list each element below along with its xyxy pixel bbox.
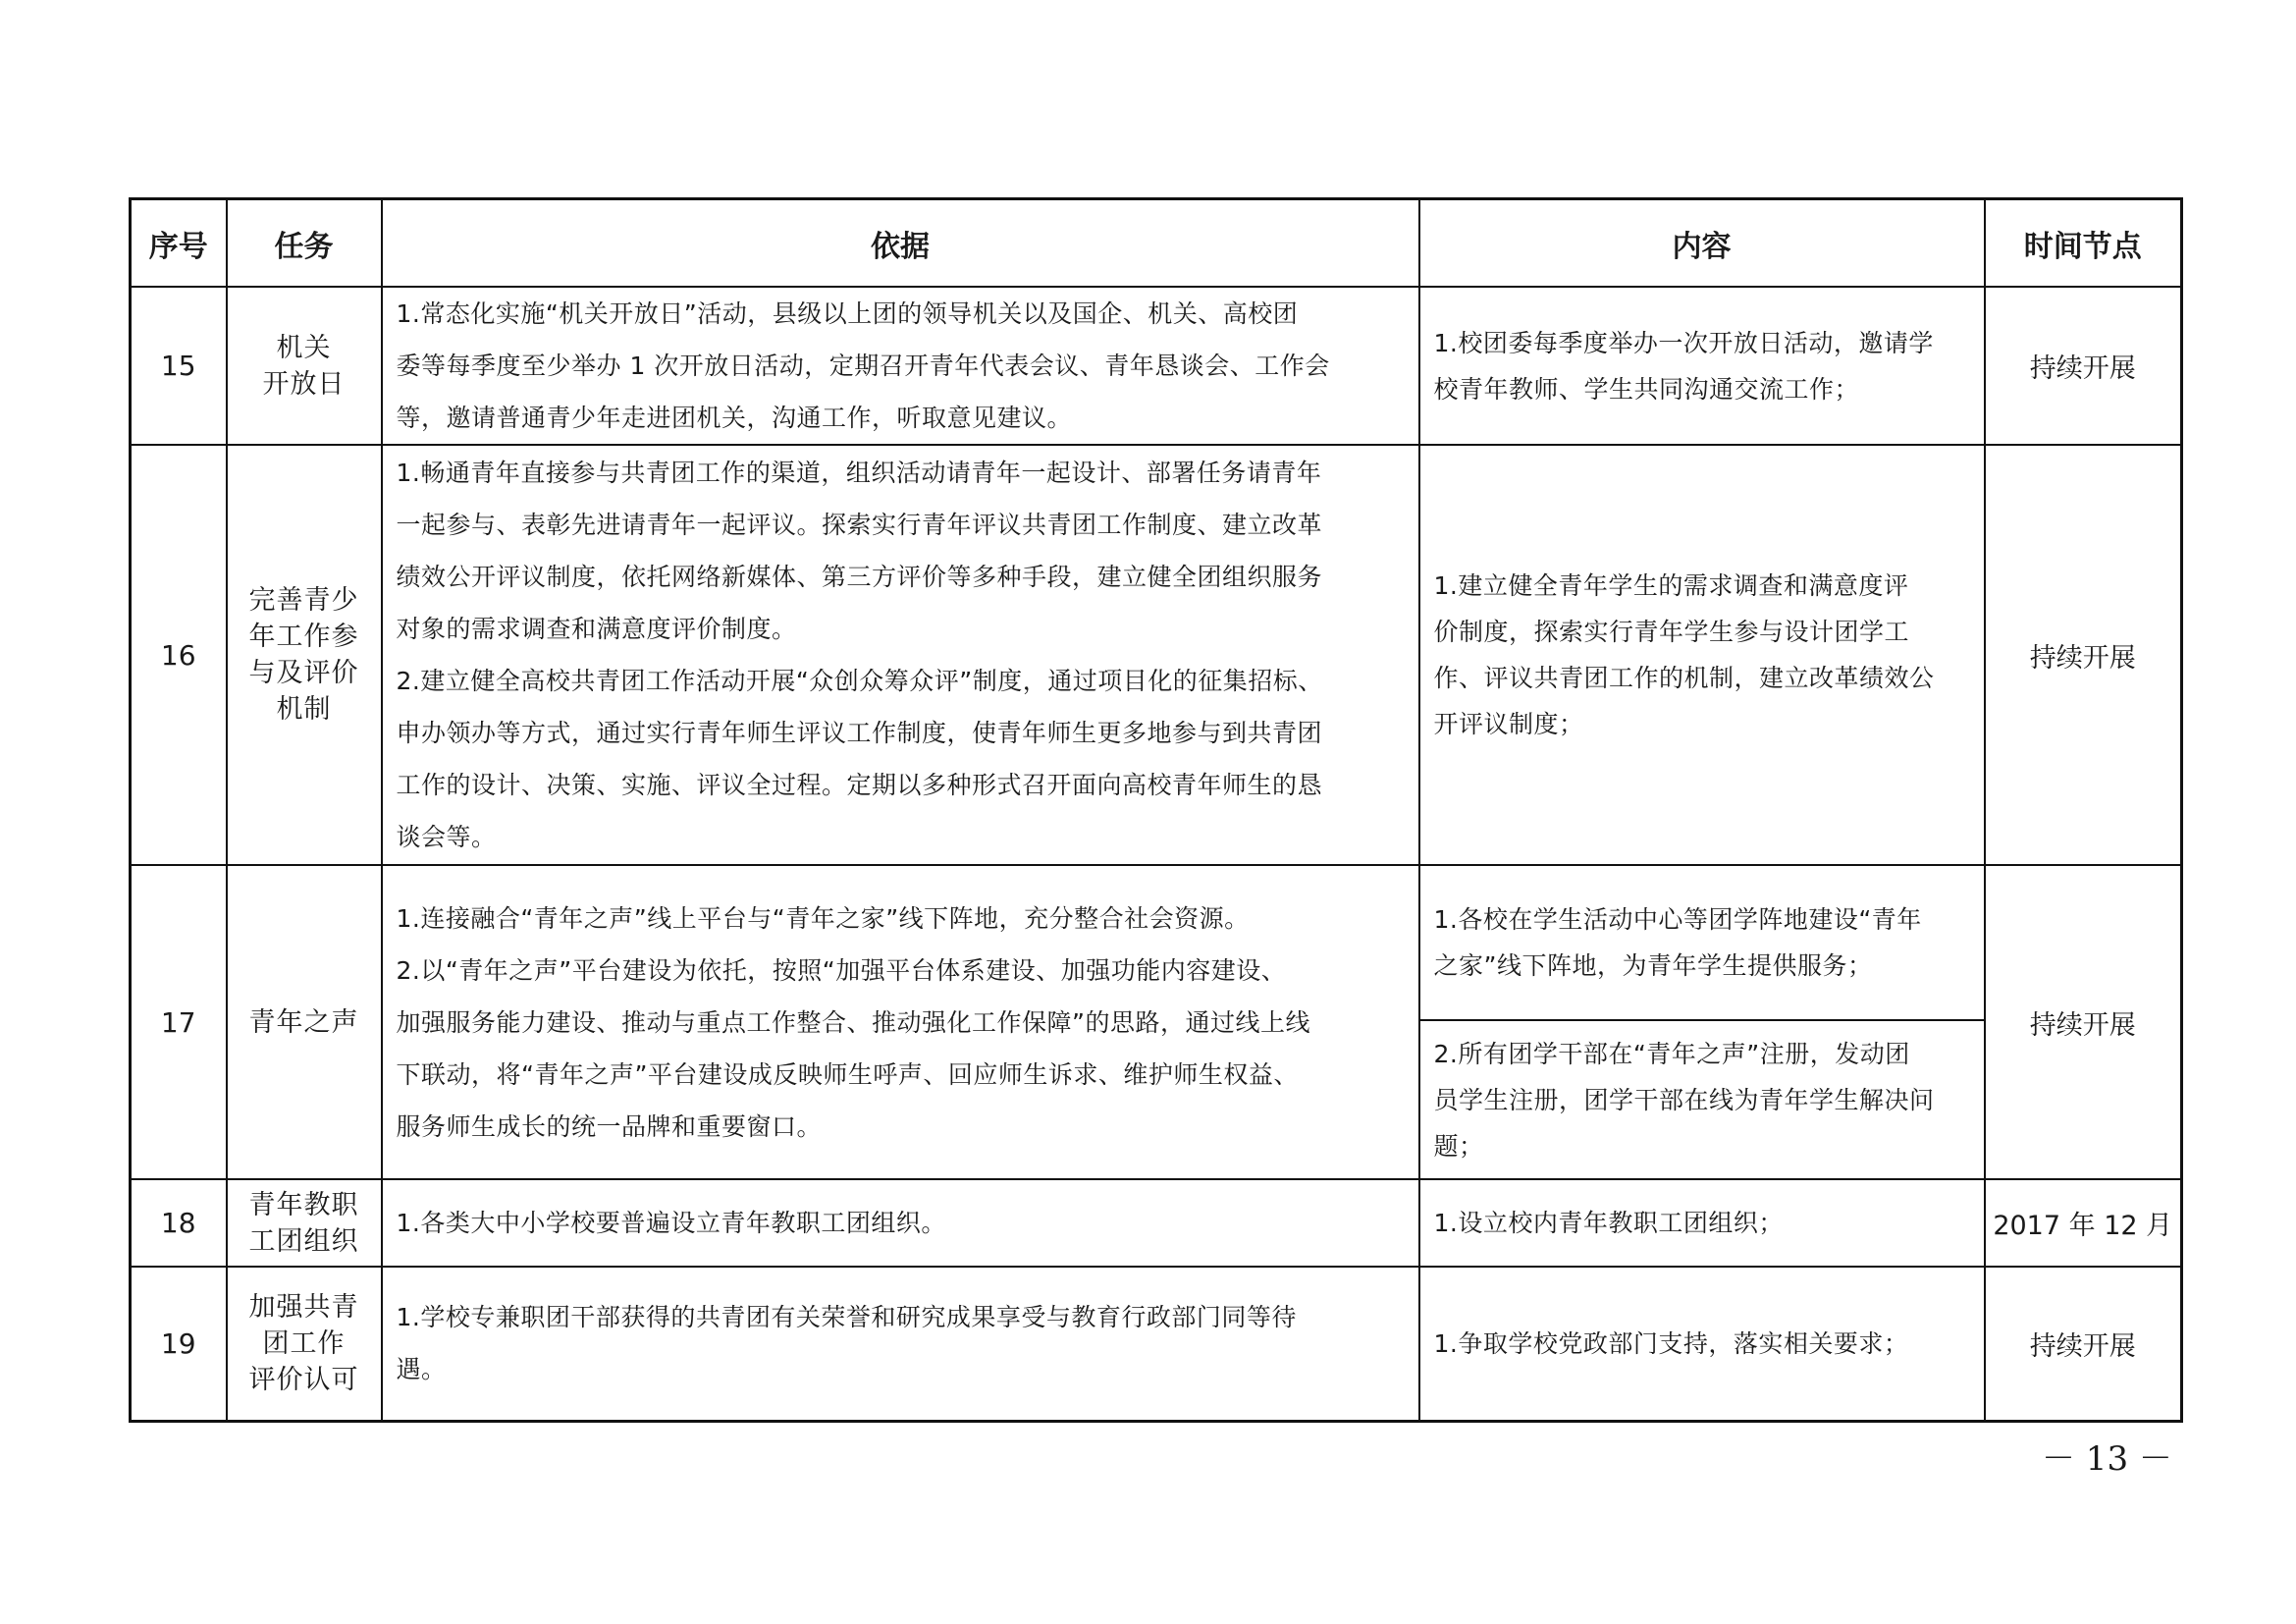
basis-line: 1.连接融合“青年之声”线上平台与“青年之家”线下阵地，充分整合社会资源。 [396, 903, 1250, 933]
basis-line: 2.建立健全高校共青团工作活动开展“众创众筹众评”制度，通过项目化的征集招标、 [396, 667, 1323, 695]
header-num: 序号 [131, 199, 227, 288]
content-line: 1.争取学校党政部门支持，落实相关要求； [1433, 1328, 1909, 1358]
table-row [131, 1267, 2182, 1421]
row-time: 持续开展 [1985, 1267, 2182, 1421]
task-line: 工团组织 [248, 1225, 359, 1257]
content-line: 1.各校在学生活动中心等团学阵地建设“青年 [1433, 905, 1922, 934]
basis-line: 谈会等。 [396, 823, 497, 851]
row-basis [382, 1179, 1419, 1267]
task-line: 青年教职 [248, 1189, 359, 1220]
row-content [1419, 1179, 1985, 1267]
row-number: 19 [131, 1267, 227, 1421]
table-row [131, 1179, 2182, 1267]
task-line: 机关 [276, 332, 332, 363]
row-content [1419, 287, 1985, 445]
row-content [1419, 1020, 1985, 1179]
row-basis [382, 1267, 1419, 1421]
basis-line: 1.常态化实施“机关开放日”活动，县级以上团的领导机关以及国企、机关、高校团 [396, 299, 1299, 328]
basis-line: 服务师生成长的统一品牌和重要窗口。 [396, 1111, 823, 1141]
basis-line: 遇。 [396, 1355, 447, 1384]
basis-line: 等，邀请普通青少年走进团机关，沟通工作，听取意见建议。 [396, 404, 1073, 432]
row-content [1419, 865, 1985, 1020]
basis-line: 1.畅通青年直接参与共青团工作的渠道，组织活动请青年一起设计、部署任务请青年 [396, 459, 1322, 487]
row-time: 持续开展 [1985, 287, 2182, 445]
header-time: 时间节点 [1985, 199, 2182, 288]
task-line: 加强共青 [248, 1291, 359, 1323]
task-line: 开放日 [262, 368, 346, 400]
task-line: 机制 [276, 694, 332, 725]
header-basis: 依据 [382, 199, 1419, 288]
content-line: 开评议制度； [1433, 710, 1584, 738]
task-line: 评价认可 [248, 1364, 359, 1395]
table-row [131, 865, 2182, 1020]
row-number: 17 [131, 865, 227, 1179]
row-task [227, 865, 382, 1179]
task-line: 年工作参 [248, 622, 359, 652]
row-time: 持续开展 [1985, 865, 2182, 1179]
row-task [227, 287, 382, 445]
task-line: 青年之声 [248, 1006, 359, 1038]
basis-line: 委等每季度至少举办 1 次开放日活动，定期召开青年代表会议、青年恳谈会、工作会 [396, 352, 1330, 380]
content-line: 1.建立健全青年学生的需求调查和满意度评 [1433, 571, 1909, 600]
basis-line: 1.各类大中小学校要普遍设立青年教职工团组织。 [396, 1209, 946, 1237]
task-line: 团工作 [262, 1327, 346, 1359]
page-number: － 13 － [2042, 1439, 2172, 1479]
row-task [227, 1267, 382, 1421]
row-task [227, 1179, 382, 1267]
table-row [131, 445, 2182, 865]
basis-line: 工作的设计、决策、实施、评议全过程。定期以多种形式召开面向高校青年师生的恳 [396, 771, 1323, 799]
content-line: 之家”线下阵地，为青年学生提供服务； [1433, 951, 1873, 980]
row-content [1419, 1267, 1985, 1421]
content-line: 价制度，探索实行青年学生参与设计团学工 [1433, 618, 1910, 646]
content-line: 校青年教师、学生共同沟通交流工作； [1433, 374, 1860, 404]
header-content: 内容 [1419, 199, 1985, 288]
row-time: 持续开展 [1985, 445, 2182, 865]
basis-line: 2.以“青年之声”平台建设为依托，按照“加强平台体系建设、加强功能内容建设、 [396, 955, 1287, 985]
basis-line: 对象的需求调查和满意度评价制度。 [396, 615, 797, 643]
task-table [129, 197, 2183, 1423]
row-number: 18 [131, 1179, 227, 1267]
row-content [1419, 445, 1985, 865]
content-line: 2.所有团学干部在“青年之声”注册，发动团 [1433, 1039, 1910, 1068]
content-line: 题； [1433, 1131, 1484, 1161]
row-basis [382, 445, 1419, 865]
header-task: 任务 [227, 199, 382, 288]
row-number: 16 [131, 445, 227, 865]
task-line: 完善青少 [248, 585, 359, 616]
content-line: 员学生注册，团学干部在线为青年学生解决问 [1433, 1085, 1935, 1114]
content-line: 1.校团委每季度举办一次开放日活动，邀请学 [1433, 328, 1934, 357]
basis-line: 一起参与、表彰先进请青年一起评议。探索实行青年评议共青团工作制度、建立改革 [396, 511, 1323, 539]
row-basis [382, 865, 1419, 1179]
basis-line: 绩效公开评议制度，依托网络新媒体、第三方评价等多种手段，建立健全团组织服务 [396, 563, 1323, 591]
row-number: 15 [131, 287, 227, 445]
basis-line: 下联动，将“青年之声”平台建设成反映师生呼声、回应师生诉求、维护师生权益、 [396, 1059, 1299, 1089]
basis-line: 申办领办等方式，通过实行青年师生评议工作制度，使青年师生更多地参与到共青团 [396, 719, 1323, 747]
row-time: 2017 年 12 月 [1985, 1179, 2182, 1267]
content-line: 作、评议共青团工作的机制，建立改革绩效公 [1433, 664, 1935, 692]
table-row [131, 287, 2182, 445]
row-basis [382, 287, 1419, 445]
content-line: 1.设立校内青年教职工团组织； [1433, 1209, 1784, 1237]
basis-line: 1.学校专兼职团干部获得的共青团有关荣誉和研究成果享受与教育行政部门同等待 [396, 1303, 1297, 1332]
task-line: 与及评价 [248, 658, 359, 688]
header-row [131, 199, 2182, 288]
row-task [227, 445, 382, 865]
basis-line: 加强服务能力建设、推动与重点工作整合、推动强化工作保障”的思路，通过线上线 [396, 1007, 1310, 1037]
